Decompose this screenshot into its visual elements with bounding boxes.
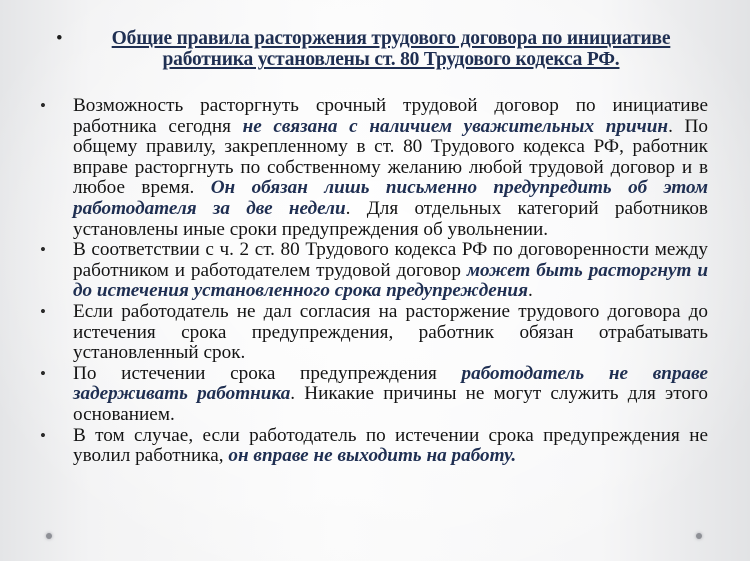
bullet-icon: • <box>40 240 46 260</box>
bullet-icon: • <box>40 425 46 445</box>
bullet-list <box>40 96 708 467</box>
text-segment: По истечении срока предупреждения <box>73 362 462 384</box>
text-segment: . <box>527 280 533 302</box>
text-segment: . Никакие причины не могут служить для этого основанием. <box>73 383 709 425</box>
title-text: Общие правила расторжения трудового договора по инициативе работника установлены ст. 80 Трудового кодекса РФ. <box>111 28 671 70</box>
text-segment: . Для отдельных категорий работников установлены иные сроки предупреждения об увольнении. <box>73 197 708 240</box>
emphasis-text: работодатель не вправе задерживать работника <box>73 362 709 405</box>
emphasis-text: может быть расторгнут и до истечения установленного срока предупреждения <box>73 259 708 302</box>
emphasis-text: не связана с наличием уважительных причин <box>242 115 669 137</box>
slide-title <box>50 28 710 70</box>
bullet-item-5 <box>40 426 708 467</box>
bullet-item-4 <box>40 364 708 426</box>
bullet-item-2 <box>40 240 708 302</box>
text-segment: Если работодатель не дал согласия на расторжение трудового договора до истечения срока предупреждения, работник обязан отрабатывать установленный срок. <box>73 300 708 364</box>
text-segment: . По общему правилу, закрепленному в ст. 80 Трудового кодекса РФ, работник вправе расторгнуть по собственному желанию любой трудовой договор и в любое время. <box>73 115 708 199</box>
text-segment: В том случае, если работодатель по истечении срока предупреждения не уволил работника, <box>73 424 708 467</box>
bullet-icon: • <box>40 363 46 383</box>
bullet-icon: • <box>40 301 46 321</box>
bullet-text <box>73 425 708 467</box>
emphasis-text: он вправе не выходить на работу. <box>228 445 517 467</box>
bullet-item-3 <box>40 302 708 364</box>
bullet-text <box>73 239 708 301</box>
title-bullet-icon: • <box>56 28 63 49</box>
bullet-text <box>73 95 708 240</box>
bullet-text <box>73 301 708 363</box>
emphasis-text: Он обязан лишь письменно предупредить об этом работодателя за две недели <box>73 177 708 219</box>
corner-dot-icon <box>696 533 702 539</box>
text-segment: Возможность расторгнуть срочный трудовой договор по инициативе работника сегодня <box>73 95 708 137</box>
bullet-item-1 <box>40 96 708 240</box>
text-segment: В соответствии с ч. 2 ст. 80 Трудового кодекса РФ по договоренности между работником и работодателем трудовой договор <box>73 239 708 281</box>
bullet-icon: • <box>40 96 46 115</box>
bullet-text <box>73 363 708 425</box>
corner-dot-icon <box>46 533 52 539</box>
